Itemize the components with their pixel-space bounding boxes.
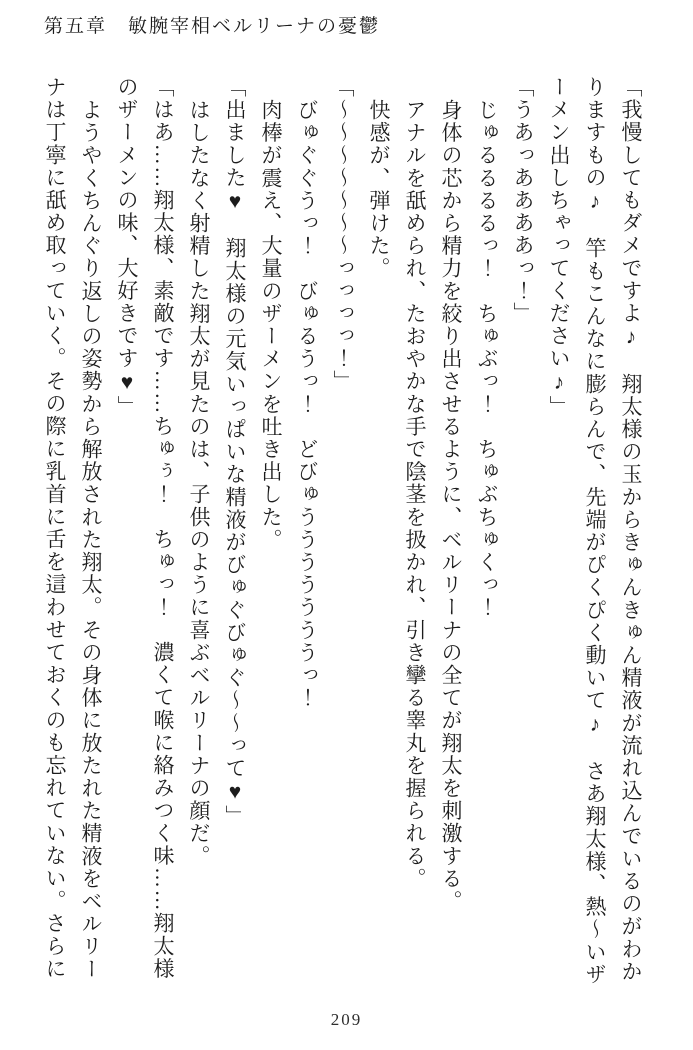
- text-column: 「出ました♥ 翔太様の元気いっぱいな精液がびゅぐびゅぐ～～って♥」: [223, 76, 247, 828]
- body-text: [37, 76, 649, 1006]
- text-column: りますもの♪ 竿もこんなに膨らんで、先端がぴくぴく動いて♪ さあ翔太様、熱～いザ: [583, 76, 607, 986]
- text-column: 「はあ……翔太様、素敵です……ちゅぅ！ ちゅっ！ 濃くて喉に絡みつく味……翔太様: [151, 76, 175, 980]
- text-column: 身体の芯から精力を絞り出させるように、ベルリーナの全てが翔太を刺激する。: [439, 98, 463, 913]
- text-column: 「我慢してもダメですよ♪ 翔太様の玉からきゅんきゅん精液が流れ込んでいるのがわか: [619, 76, 643, 983]
- text-column: アナルを舐められ、たおやかな手で陰茎を扱かれ、引き攣る睾丸を握られる。: [403, 98, 427, 890]
- text-column: はしたなく射精した翔太が見たのは、子供のように喜ぶベルリーナの顔だ。: [187, 98, 211, 867]
- text-column: 肉棒が震え、大量のザーメンを吐き出した。: [259, 98, 283, 551]
- text-column: じゅるるるるっ！ ちゅぶっ！ ちゅぶちゅくっ！: [475, 98, 499, 619]
- text-column: 「うあっああああっ！」: [511, 76, 535, 325]
- text-column: ーメン出しちゃってください♪」: [547, 76, 571, 418]
- text-column: ようやくちんぐり返しの姿勢から解放された翔太。その身体に放たれた精液をベルリー: [79, 98, 103, 980]
- text-column: 「～～～～～～～っっっっ！」: [331, 76, 355, 393]
- text-column: びゅぐぐうっ！ びゅるうっ！ どびゅうううううううっ！: [295, 98, 319, 709]
- page-number: 209: [330, 1010, 363, 1029]
- text-column: のザーメンの味、大好きです♥」: [115, 76, 139, 418]
- text-column: 快感が、弾けた。: [367, 98, 391, 280]
- chapter-header: 第五章 敏腕宰相ベルリーナの憂鬱: [44, 16, 381, 37]
- text-column: ナは丁寧に舐め取っていく。その際に乳首に舌を這わせておくのも忘れていない。さらに: [43, 76, 67, 980]
